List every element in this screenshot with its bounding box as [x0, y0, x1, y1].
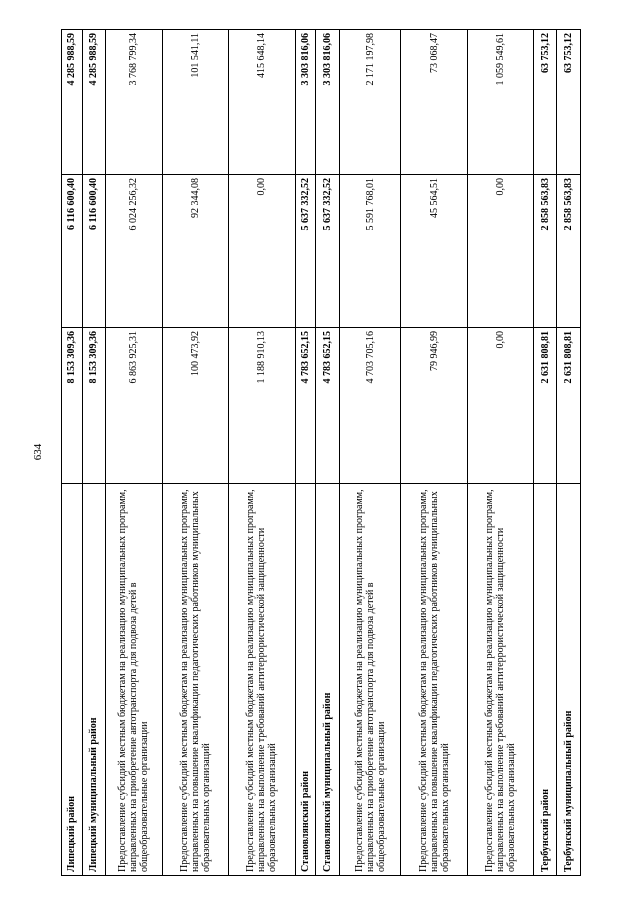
row-value-1: 0,00: [467, 328, 533, 484]
row-name: Липецкий муниципальный район: [82, 484, 105, 876]
row-value-3: 3 303 816,06: [295, 30, 316, 175]
row-value-1: 4 783 652,15: [295, 328, 316, 484]
row-value-3: 3 303 816,06: [316, 30, 340, 175]
row-value-1: 1 188 910,13: [229, 328, 295, 484]
row-value-2: 2 858 563,83: [557, 175, 581, 328]
row-value-2: 92 344,08: [162, 175, 228, 328]
table-row: [105, 30, 162, 876]
row-name: Предоставление субсидий местным бюджетам на реализацию муниципальных программ, направленных на повышение квалификации педагогических работников муниципальных образовательных организаций: [401, 484, 467, 876]
row-name: Становлянский муниципальный район: [316, 484, 340, 876]
table-row: [557, 30, 581, 876]
row-value-3: 63 753,12: [557, 30, 581, 175]
row-value-2: 5 591 768,01: [340, 175, 401, 328]
row-name: Предоставление субсидий местным бюджетам на реализацию муниципальных программ, направленных на повышение квалификации педагогических работников муниципальных образовательных организаций: [162, 484, 228, 876]
table-row: [316, 30, 340, 876]
table-row: [534, 30, 557, 876]
row-value-3: 1 059 549,61: [467, 30, 533, 175]
row-value-1: 6 863 925,31: [105, 328, 162, 484]
row-value-1: 100 473,92: [162, 328, 228, 484]
row-name: Тербунский район: [534, 484, 557, 876]
table-row: [82, 30, 105, 876]
row-value-1: 2 631 808,81: [534, 328, 557, 484]
row-name: Становлянский район: [295, 484, 316, 876]
row-value-3: 4 285 988,59: [82, 30, 105, 175]
table-row: [162, 30, 228, 876]
row-value-3: 2 171 197,98: [340, 30, 401, 175]
row-value-2: 6 116 600,40: [62, 175, 83, 328]
row-value-1: 79 946,99: [401, 328, 467, 484]
row-name: Предоставление субсидий местным бюджетам на реализацию муниципальных программ, направленных на выполнение требований антитеррористической защищенности образовательных организаций: [229, 484, 295, 876]
row-value-3: 3 768 799,34: [105, 30, 162, 175]
row-value-2: 0,00: [229, 175, 295, 328]
row-value-2: 45 564,51: [401, 175, 467, 328]
row-value-2: 2 858 563,83: [534, 175, 557, 328]
row-value-3: 73 068,47: [401, 30, 467, 175]
row-value-2: 0,00: [467, 175, 533, 328]
row-value-2: 6 024 256,32: [105, 175, 162, 328]
row-value-3: 101 541,11: [162, 30, 228, 175]
row-value-2: 6 116 600,40: [82, 175, 105, 328]
table-row: [295, 30, 316, 876]
rotated-page-content: [61, 30, 581, 876]
row-value-1: 4 783 652,15: [316, 328, 340, 484]
subsidies-table: [61, 29, 581, 876]
row-value-3: 4 285 988,59: [62, 30, 83, 175]
row-name: Предоставление субсидий местным бюджетам на реализацию муниципальных программ, направленных на приобретение автотранспорта для подвоза детей в общеобразовательные организации: [105, 484, 162, 876]
table-row: [229, 30, 295, 876]
row-value-1: 8 153 309,36: [82, 328, 105, 484]
table-row: [62, 30, 83, 876]
row-value-1: 4 703 705,16: [340, 328, 401, 484]
page-number: 634: [32, 443, 44, 461]
row-name: Предоставление субсидий местным бюджетам на реализацию муниципальных программ, направленных на приобретение автотранспорта для подвоза детей в общеобразовательные организации: [340, 484, 401, 876]
row-value-1: 2 631 808,81: [557, 328, 581, 484]
row-value-2: 5 637 332,52: [316, 175, 340, 328]
row-name: Тербунский муниципальный район: [557, 484, 581, 876]
table-row: [401, 30, 467, 876]
row-name: Предоставление субсидий местным бюджетам на реализацию муниципальных программ, направленных на выполнение требований антитеррористической защищенности образовательных организаций: [467, 484, 533, 876]
row-value-2: 5 637 332,52: [295, 175, 316, 328]
table-row: [467, 30, 533, 876]
row-value-3: 63 753,12: [534, 30, 557, 175]
row-name: Липецкий район: [62, 484, 83, 876]
row-value-1: 8 153 309,36: [62, 328, 83, 484]
row-value-3: 415 648,14: [229, 30, 295, 175]
table-row: [340, 30, 401, 876]
